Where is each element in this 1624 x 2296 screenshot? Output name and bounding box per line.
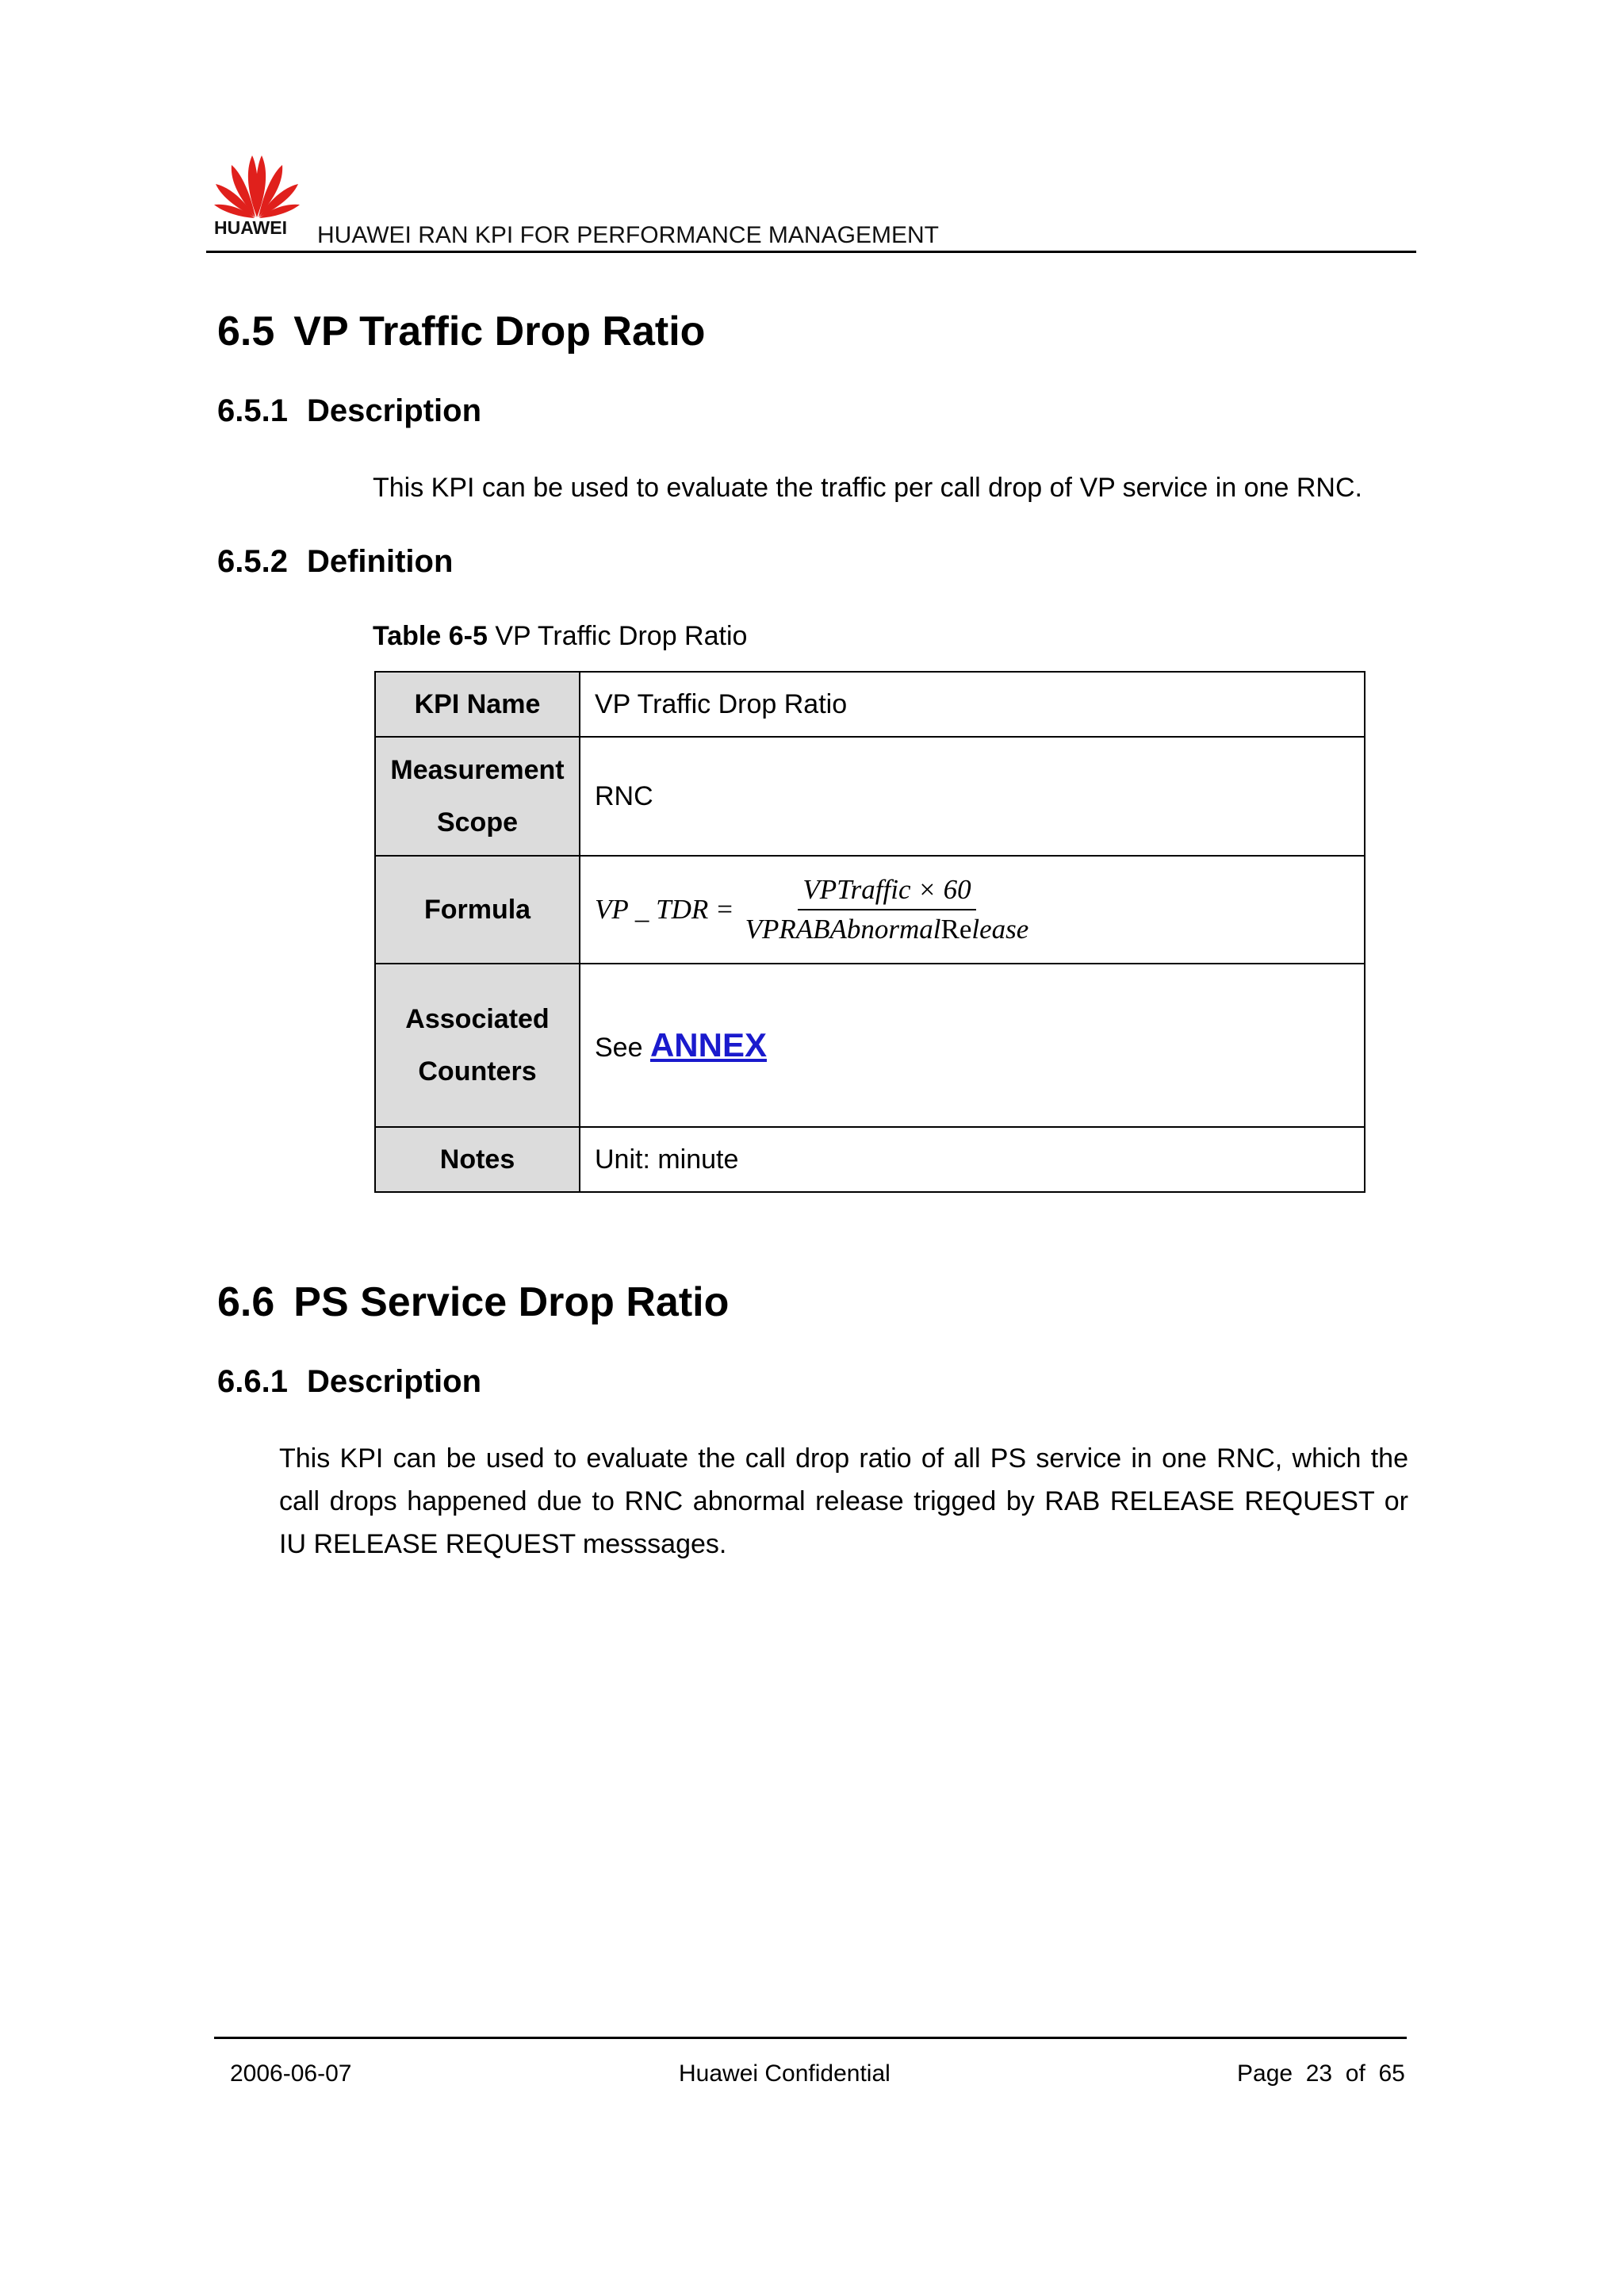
formula-lhs: VP _ TDR = <box>595 894 734 925</box>
table-row <box>375 856 1365 964</box>
section-heading-6-5 <box>217 308 705 355</box>
of-label: of <box>1345 2060 1365 2087</box>
section-heading-6-6 <box>217 1278 729 1326</box>
label-line: Scope <box>436 807 519 838</box>
denominator-part: VPRABAbnormal <box>745 914 941 945</box>
subsection-number: 6.5.2 <box>217 544 288 579</box>
subsection-heading-6-6-1 <box>217 1364 481 1400</box>
subsection-heading-6-5-1 <box>217 393 481 429</box>
label-line: Counters <box>418 1056 537 1087</box>
denominator-part: lease <box>971 914 1029 945</box>
section-number: 6.6 <box>217 1279 275 1325</box>
subsection-heading-6-5-2 <box>217 544 453 580</box>
table-caption-label: Table 6-5 <box>373 621 488 651</box>
description-paragraph: This KPI can be used to evaluate the traffic per call drop of VP service in one RNC. <box>373 473 1362 503</box>
formula-expression <box>595 874 1364 945</box>
footer-date: 2006-06-07 <box>230 2060 352 2087</box>
table-caption <box>373 621 747 652</box>
page-number: 23 <box>1305 2060 1333 2087</box>
footer-divider <box>214 2037 1407 2039</box>
subsection-title: Definition <box>306 544 454 579</box>
annex-link[interactable]: ANNEX <box>649 1026 767 1064</box>
page-total: 65 <box>1378 2060 1405 2087</box>
formula-label: Formula <box>375 856 580 964</box>
page-label: Page <box>1237 2060 1293 2087</box>
document-header-title: HUAWEI RAN KPI FOR PERFORMANCE MANAGEMENT <box>317 222 939 248</box>
logo-wordmark: HUAWEI <box>214 217 287 238</box>
table-row <box>375 1127 1365 1192</box>
formula-numerator: VPTraffic × 60 <box>798 874 975 910</box>
measurement-scope-value: RNC <box>580 737 1365 856</box>
section-title: PS Service Drop Ratio <box>293 1279 730 1325</box>
header-divider <box>206 251 1416 253</box>
formula-fraction <box>744 874 1031 945</box>
associated-counters-label <box>375 964 580 1127</box>
counters-prefix: See <box>595 1033 650 1063</box>
formula-denominator <box>744 910 1031 945</box>
section-title: VP Traffic Drop Ratio <box>293 309 706 355</box>
subsection-title: Description <box>306 1364 482 1399</box>
table-row <box>375 737 1365 856</box>
formula-cell <box>580 856 1365 964</box>
section-number: 6.5 <box>217 309 275 355</box>
notes-label: Notes <box>375 1127 580 1192</box>
label-line: Associated <box>405 1004 550 1034</box>
notes-value: Unit: minute <box>580 1127 1365 1192</box>
subsection-number: 6.6.1 <box>217 1364 288 1399</box>
ps-description-paragraph: This KPI can be used to evaluate the call drop ratio of all PS service in one RNC, which the call drops happened due to RNC abnormal release trigged by RAB RELEASE REQUEST or IU RELEASE REQUEST messsages. <box>279 1443 1408 1559</box>
subsection-number: 6.5.1 <box>217 393 288 428</box>
measurement-scope-label <box>375 737 580 856</box>
footer-confidential: Huawei Confidential <box>679 2060 891 2087</box>
table-row <box>375 672 1365 737</box>
kpi-name-value: VP Traffic Drop Ratio <box>580 672 1365 737</box>
label-line: Measurement <box>390 755 565 785</box>
table-caption-text: VP Traffic Drop Ratio <box>487 621 748 651</box>
kpi-definition-table <box>374 671 1365 1193</box>
subsection-title: Description <box>306 393 482 428</box>
kpi-name-label: KPI Name <box>375 672 580 737</box>
footer-page-info <box>1237 2060 1405 2087</box>
denominator-part: Re <box>940 914 972 945</box>
associated-counters-value <box>580 964 1365 1127</box>
table-row <box>375 964 1365 1127</box>
